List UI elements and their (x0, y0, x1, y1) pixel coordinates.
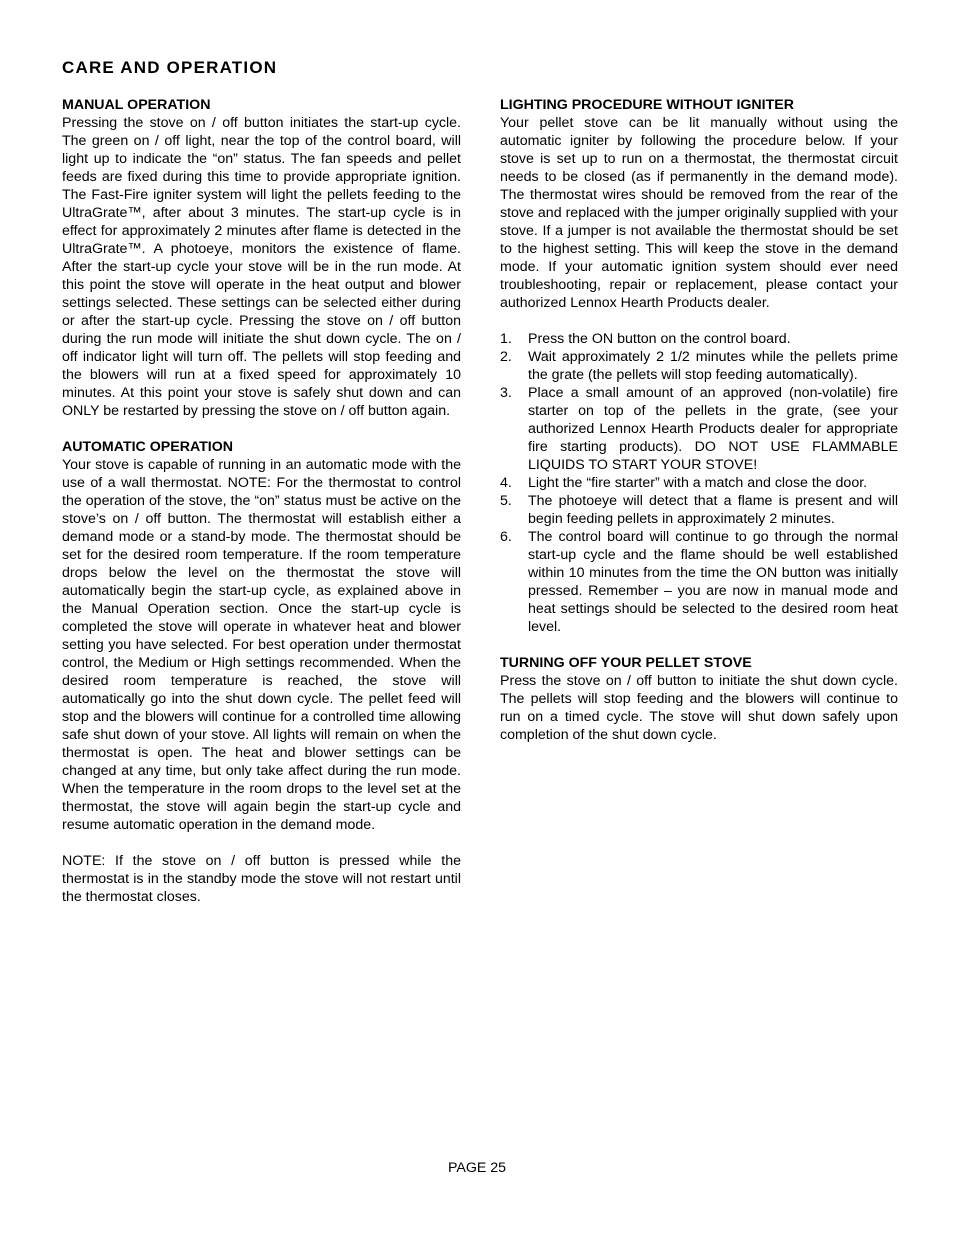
page-number: PAGE 25 (447, 1160, 507, 1176)
list-item (500, 528, 898, 636)
page-title: CARE AND OPERATION (62, 58, 278, 77)
step-number: 3. (500, 385, 512, 401)
step-number: 2. (500, 349, 512, 365)
right-column (500, 96, 898, 762)
turning-off-heading: TURNING OFF YOUR PELLET STOVE (500, 655, 752, 671)
automatic-operation-heading: AUTOMATIC OPERATION (62, 439, 234, 455)
left-column (62, 96, 461, 924)
step-text: Place a small amount of an approved (non-volatile) fire starter on top of the pellets in the grate, (see your authorized Lennox Hearth Products dealer for appropriate fire starting products). DO NOT USE FLAMMABLE LIQUIDS TO START YOUR STOVE! (528, 385, 898, 473)
step-text: Press the ON button on the control board. (528, 331, 791, 347)
list-item (500, 330, 898, 348)
automatic-operation-body: Your stove is capable of running in an automatic mode with the use of a wall thermostat. NOTE: For the thermostat to control the operation of the stove, the “on” status must be active on the stove’s on / off button. The thermostat will establish either a demand mode or a stand-by mode. The thermostat should be set for the desired room temperature. If the room temperature drops below the level on the thermostat the stove will automatically begin the start-up cycle, as explained above in the Manual Operation section. Once the start-up cycle is completed the stove will operate in whatever heat and blower setting you have selected. For best operation under thermostat control, the Medium or High settings recommended. When the desired room temperature is reached, the stove will automatically go into the shut down cycle. The pellet feed will stop and the blowers will continue for a controlled time allowing safe shut down of your stove. All lights will remain on when the thermostat is open. The heat and blower settings can be changed at any time, but only take affect during the run mode. When the temperature in the room drops to the level set at the thermostat, the stove will again begin the start-up cycle and resume automatic operation in the demand mode. (62, 457, 461, 833)
list-item (500, 384, 898, 474)
list-item (500, 474, 898, 492)
manual-operation-heading: MANUAL OPERATION (62, 97, 211, 113)
list-item (500, 348, 898, 384)
step-text: The control board will continue to go through the normal start-up cycle and the flame should be well established within 10 minutes from the time the ON button was initially pressed. Remember – you are now in manual mode and heat settings should be selected to the desired room heat level. (528, 529, 898, 635)
step-text: Light the “fire starter” with a match and close the door. (528, 475, 868, 491)
lighting-steps-list (500, 330, 898, 636)
lighting-procedure-heading: LIGHTING PROCEDURE WITHOUT IGNITER (500, 97, 794, 113)
list-item (500, 492, 898, 528)
step-number: 6. (500, 529, 512, 545)
step-number: 4. (500, 475, 512, 491)
manual-operation-body: Pressing the stove on / off button initiates the start-up cycle. The green on / off light, near the top of the control board, will light up to indicate the “on” status. The fan speeds and pellet feeds are fixed during this time to provide appropriate ignition. The Fast-Fire igniter system will light the pellets feeding to the UltraGrate™, after about 3 minutes. The start-up cycle is in effect for approximately 2 minutes after flame is detected in the UltraGrate™. A photoeye, monitors the existence of flame. After the start-up cycle your stove will be in the run mode. At this point the stove will operate in the heat output and blower settings selected. These settings can be selected either during or after the start-up cycle. Pressing the stove on / off button during the run mode will initiate the shut down cycle. The on / off indicator light will turn off. The pellets will stop feeding and the blowers will run at a fixed speed for approximately 10 minutes. At this point your stove is safely shut down and can ONLY be restarted by pressing the stove on / off button again. (62, 115, 461, 419)
turning-off-body: Press the stove on / off button to initiate the shut down cycle. The pellets will stop feeding and the blowers will continue to run on a timed cycle. The stove will shut down safely upon completion of the shut down cycle. (500, 673, 898, 743)
step-number: 5. (500, 493, 512, 509)
lighting-procedure-body: Your pellet stove can be lit manually without using the automatic igniter by following the procedure below. If your stove is set up to run on a thermostat, the thermostat circuit needs to be closed (as if permanently in the demand mode). The thermostat wires should be removed from the rear of the stove and replaced with the jumper originally supplied with your stove. If a jumper is not available the thermostat should be set to the highest setting. This will keep the stove in the demand mode. If your automatic ignition system should ever need troubleshooting, repair or replacement, please contact your authorized Lennox Hearth Products dealer. (500, 115, 898, 311)
step-text: Wait approximately 2 1/2 minutes while the pellets prime the grate (the pellets will stop feeding automatically). (528, 349, 898, 383)
step-number: 1. (500, 331, 512, 347)
thermostat-note: NOTE: If the stove on / off button is pressed while the thermostat is in the standby mode the stove will not restart until the thermostat closes. (62, 853, 461, 905)
step-text: The photoeye will detect that a flame is present and will begin feeding pellets in approximately 2 minutes. (528, 493, 898, 527)
